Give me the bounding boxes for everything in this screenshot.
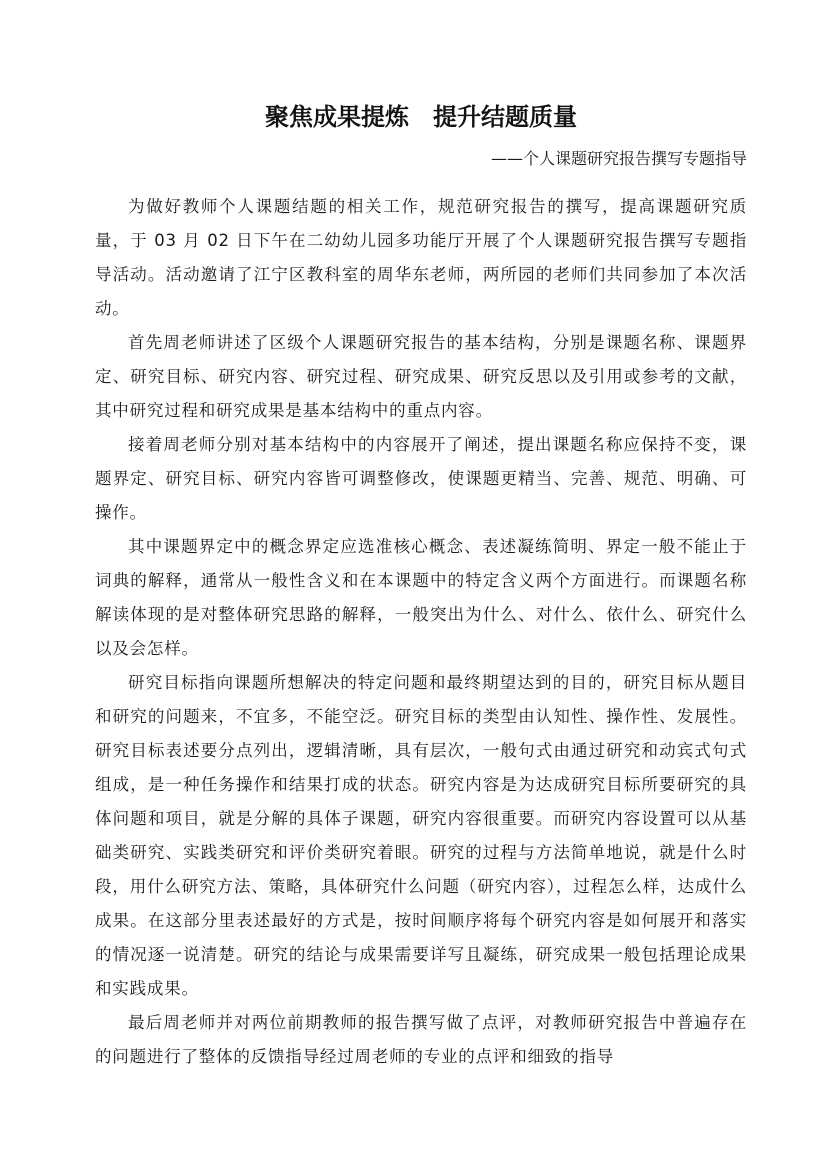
- paragraph: 最后周老师并对两位前期教师的报告撰写做了点评，对教师研究报告中普遍存在的问题进行了整体的反馈指导经过周老师的专业的点评和细致的指导: [95, 1013, 747, 1066]
- document-title: 聚焦成果提炼 提升结题质量: [265, 102, 577, 131]
- paragraph: 研究目标指向课题所想解决的特定问题和最终期望达到的目的，研究目标从题目和研究的问题来，不宜多，不能空泛。研究目标的类型由认知性、操作性、发展性。研究目标表述要分点列出，逻辑清晰，具有层次，一般句式由通过研究和动宾式句式组成，是一种任务操作和结果打成的状态。研究内容是为达成研究目标所要研究的具体问题和项目，就是分解的具体子课题，研究内容很重要。而研究内容设置可以从基础类研究、实践类研究和评价类研究着眼。研究的过程与方法简单地说，就是什么时段，用什么研究方法、策略，具体研究什么问题（研究内容），过程怎么样，达成什么成果。在这部分里表述最好的方式是，按时间顺序将每个研究内容是如何展开和落实的情况逐一说清楚。研究的结论与成果需要详写且凝练，研究成果一般包括理论成果和实践成果。: [95, 673, 747, 998]
- document-subtitle: ——个人课题研究报告撰写专题指导: [490, 149, 747, 168]
- document-body: [95, 190, 747, 1074]
- paragraph: 为做好教师个人课题结题的相关工作，规范研究报告的撰写，提高课题研究质量，于 03 月 02 日下午在二幼幼儿园多功能厅开展了个人课题研究报告撰写专题指导活动。活动邀请了江宁区教科室的周华东老师，两所园的老师们共同参加了本次活动。: [95, 197, 747, 318]
- paragraph: 其中课题界定中的概念界定应选准核心概念、表述凝练简明、界定一般不能止于词典的解释，通常从一般性含义和在本课题中的特定含义两个方面进行。而课题名称解读体现的是对整体研究思路的解释，一般突出为什么、对什么、依什么、研究什么以及会怎样。: [95, 537, 747, 658]
- paragraph: 首先周老师讲述了区级个人课题研究报告的基本结构，分别是课题名称、课题界定、研究目标、研究内容、研究过程、研究成果、研究反思以及引用或参考的文献，其中研究过程和研究成果是基本结构中的重点内容。: [95, 333, 747, 420]
- paragraph: 接着周老师分别对基本结构中的内容展开了阐述，提出课题名称应保持不变，课题界定、研究目标、研究内容皆可调整修改，使课题更精当、完善、规范、明确、可操作。: [95, 435, 747, 522]
